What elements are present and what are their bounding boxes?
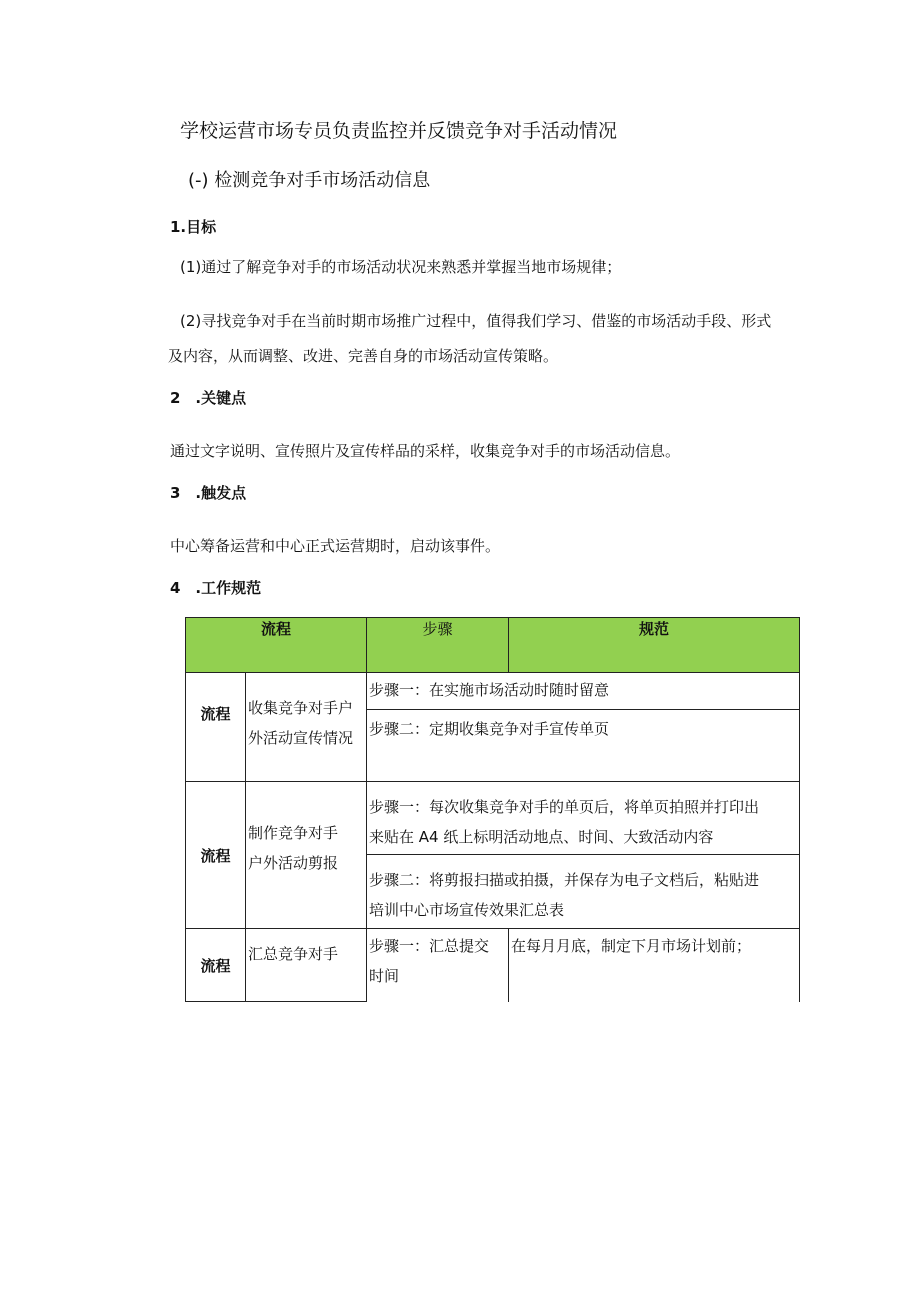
row-1-name-cell <box>246 673 367 782</box>
work-spec-heading: 4 .工作规范 <box>170 579 262 597</box>
row-3-step-cell <box>367 929 509 1002</box>
row-2-step-2-line-1: 步骤二：将剪报扫描或拍摄，并保存为电子文档后，粘贴进 <box>369 871 760 889</box>
row-3-name: 汇总竞争对手 <box>248 945 339 963</box>
row-3-label: 流程 <box>186 929 246 1002</box>
row-3-step-line-2: 时间 <box>369 967 400 985</box>
row-2-step-1-line-2: 来贴在 A4 纸上标明活动地点、时间、大致活动内容 <box>369 828 714 846</box>
work-spec-table <box>185 617 800 1002</box>
table-row <box>186 929 800 1002</box>
row-3-name-cell <box>246 929 367 1002</box>
header-process: 流程 <box>186 618 367 673</box>
section-subtitle: (-) 检测竞争对手市场活动信息 <box>188 170 431 191</box>
row-1-step-1: 步骤一：在实施市场活动时随时留意 <box>369 681 610 699</box>
row-1-step-1-cell <box>367 673 800 710</box>
row-3-step-line-1: 步骤一：汇总提交 <box>369 937 490 955</box>
row-2-step-1 <box>367 782 799 852</box>
row-2-step-1-cell <box>367 782 800 855</box>
table-row <box>186 673 800 710</box>
header-spec: 规范 <box>509 618 800 673</box>
header-steps: 步骤 <box>367 618 509 673</box>
row-1-name-line-1: 收集竞争对手户 <box>248 699 354 717</box>
key-point-text: 通过文字说明、宣传照片及宣传样品的采样，收集竞争对手的市场活动信息。 <box>170 442 681 460</box>
row-2-step-1-line-1: 步骤一：每次收集竞争对手的单页后，将单页拍照并打印出 <box>369 798 760 816</box>
row-3-step <box>367 929 508 991</box>
row-2-label: 流程 <box>186 782 246 929</box>
row-1-name-line-2: 外活动宣传情况 <box>248 729 354 747</box>
table-header-row <box>186 618 800 673</box>
row-3-spec-cell <box>509 929 800 1002</box>
row-2-step-2 <box>367 855 799 925</box>
row-3-spec: 在每月月底，制定下月市场计划前； <box>511 937 752 955</box>
row-2-name-line-1: 制作竞争对手 <box>248 824 339 842</box>
goal-heading: 1.目标 <box>170 218 217 236</box>
row-1-name <box>246 673 366 753</box>
document-title: 学校运营市场专员负责监控并反馈竞争对手活动情况 <box>180 120 618 142</box>
row-1-step-2-cell <box>367 710 800 782</box>
row-2-name <box>246 782 366 878</box>
row-2-name-line-2: 户外活动剪报 <box>248 854 339 872</box>
goal-item-2-line-1: (2)寻找竞争对手在当前时期市场推广过程中，值得我们学习、借鉴的市场活动手段、形式 <box>180 312 772 330</box>
row-2-name-cell <box>246 782 367 929</box>
goal-item-2-line-2: 及内容，从而调整、改进、完善自身的市场活动宣传策略。 <box>168 347 559 365</box>
table-row <box>186 782 800 855</box>
row-1-label: 流程 <box>186 673 246 782</box>
row-2-step-2-line-2: 培训中心市场宣传效果汇总表 <box>369 901 565 919</box>
trigger-heading: 3 .触发点 <box>170 484 247 502</box>
trigger-text: 中心筹备运营和中心正式运营期时，启动该事件。 <box>170 537 501 555</box>
key-point-heading: 2 .关键点 <box>170 389 247 407</box>
row-2-step-2-cell <box>367 855 800 929</box>
goal-item-1: (1)通过了解竞争对手的市场活动状况来熟悉并掌握当地市场规律； <box>180 258 622 276</box>
row-1-step-2: 步骤二：定期收集竞争对手宣传单页 <box>369 720 610 738</box>
